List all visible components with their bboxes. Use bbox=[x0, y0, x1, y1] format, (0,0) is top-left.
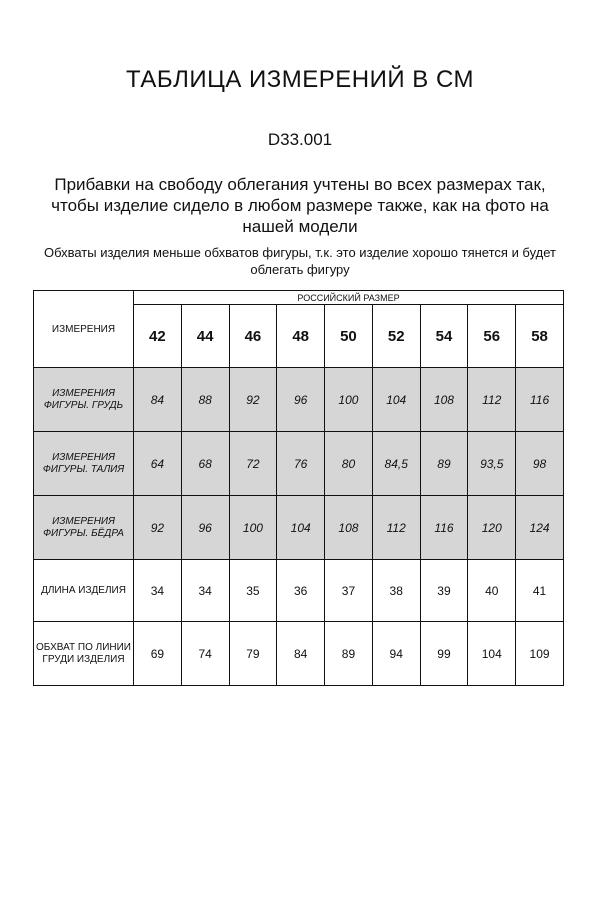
value-cell: 84 bbox=[134, 368, 182, 432]
value-cell: 37 bbox=[325, 560, 373, 622]
size-cell: 42 bbox=[134, 305, 182, 368]
russian-size-header: РОССИЙСКИЙ РАЗМЕР bbox=[134, 291, 564, 305]
product-code: D33.001 bbox=[267, 130, 333, 149]
value-cell: 40 bbox=[468, 560, 516, 622]
value-cell: 41 bbox=[516, 560, 564, 622]
table-row-garment-chest bbox=[34, 622, 564, 686]
value-cell: 104 bbox=[468, 622, 516, 686]
value-cell: 98 bbox=[516, 432, 564, 496]
stretch-note: Обхваты изделия меньше обхватов фигуры, т.к. это изделие хорошо тянется и будет облегать фигуру bbox=[43, 245, 557, 277]
value-cell: 108 bbox=[420, 368, 468, 432]
value-cell: 80 bbox=[325, 432, 373, 496]
value-cell: 92 bbox=[229, 368, 277, 432]
table-row-length bbox=[34, 560, 564, 622]
row-label: ИЗМЕРЕНИЯ ФИГУРЫ. БЁДРА bbox=[34, 496, 134, 560]
value-cell: 88 bbox=[181, 368, 229, 432]
value-cell: 108 bbox=[325, 496, 373, 560]
size-cell: 46 bbox=[229, 305, 277, 368]
value-cell: 34 bbox=[181, 560, 229, 622]
value-cell: 76 bbox=[277, 432, 325, 496]
value-cell: 92 bbox=[134, 496, 182, 560]
value-cell: 116 bbox=[420, 496, 468, 560]
value-cell: 89 bbox=[325, 622, 373, 686]
value-cell: 93,5 bbox=[468, 432, 516, 496]
value-cell: 96 bbox=[277, 368, 325, 432]
value-cell: 38 bbox=[372, 560, 420, 622]
value-cell: 104 bbox=[372, 368, 420, 432]
value-cell: 99 bbox=[420, 622, 468, 686]
row-label: ИЗМЕРЕНИЯ ФИГУРЫ. ГРУДЬ bbox=[34, 368, 134, 432]
value-cell: 64 bbox=[134, 432, 182, 496]
value-cell: 79 bbox=[229, 622, 277, 686]
value-cell: 100 bbox=[325, 368, 373, 432]
value-cell: 120 bbox=[468, 496, 516, 560]
size-cell: 56 bbox=[468, 305, 516, 368]
row-label: ОБХВАТ ПО ЛИНИИ ГРУДИ ИЗДЕЛИЯ bbox=[34, 622, 134, 686]
size-table bbox=[33, 290, 564, 686]
value-cell: 109 bbox=[516, 622, 564, 686]
table-row-hips bbox=[34, 496, 564, 560]
value-cell: 89 bbox=[420, 432, 468, 496]
value-cell: 124 bbox=[516, 496, 564, 560]
value-cell: 34 bbox=[134, 560, 182, 622]
value-cell: 84,5 bbox=[372, 432, 420, 496]
size-cell: 44 bbox=[181, 305, 229, 368]
value-cell: 116 bbox=[516, 368, 564, 432]
fit-note: Прибавки на свободу облегания учтены во всех размерах так, чтобы изделие сидело в любом размере также, как на фото на нашей модели bbox=[51, 175, 549, 236]
value-cell: 39 bbox=[420, 560, 468, 622]
value-cell: 69 bbox=[134, 622, 182, 686]
value-cell: 104 bbox=[277, 496, 325, 560]
value-cell: 94 bbox=[372, 622, 420, 686]
value-cell: 72 bbox=[229, 432, 277, 496]
value-cell: 96 bbox=[181, 496, 229, 560]
size-cell: 52 bbox=[372, 305, 420, 368]
size-cell: 50 bbox=[325, 305, 373, 368]
size-cell: 48 bbox=[277, 305, 325, 368]
size-cell: 58 bbox=[516, 305, 564, 368]
table-row-chest bbox=[34, 368, 564, 432]
page-title: ТАБЛИЦА ИЗМЕРЕНИЙ В СМ bbox=[125, 66, 475, 93]
measurements-header: ИЗМЕРЕНИЯ bbox=[34, 291, 134, 368]
value-cell: 84 bbox=[277, 622, 325, 686]
value-cell: 74 bbox=[181, 622, 229, 686]
table-row-waist bbox=[34, 432, 564, 496]
row-label: ИЗМЕРЕНИЯ ФИГУРЫ. ТАЛИЯ bbox=[34, 432, 134, 496]
value-cell: 68 bbox=[181, 432, 229, 496]
value-cell: 100 bbox=[229, 496, 277, 560]
size-cell: 54 bbox=[420, 305, 468, 368]
value-cell: 112 bbox=[468, 368, 516, 432]
value-cell: 35 bbox=[229, 560, 277, 622]
value-cell: 112 bbox=[372, 496, 420, 560]
value-cell: 36 bbox=[277, 560, 325, 622]
row-label: ДЛИНА ИЗДЕЛИЯ bbox=[34, 560, 134, 622]
